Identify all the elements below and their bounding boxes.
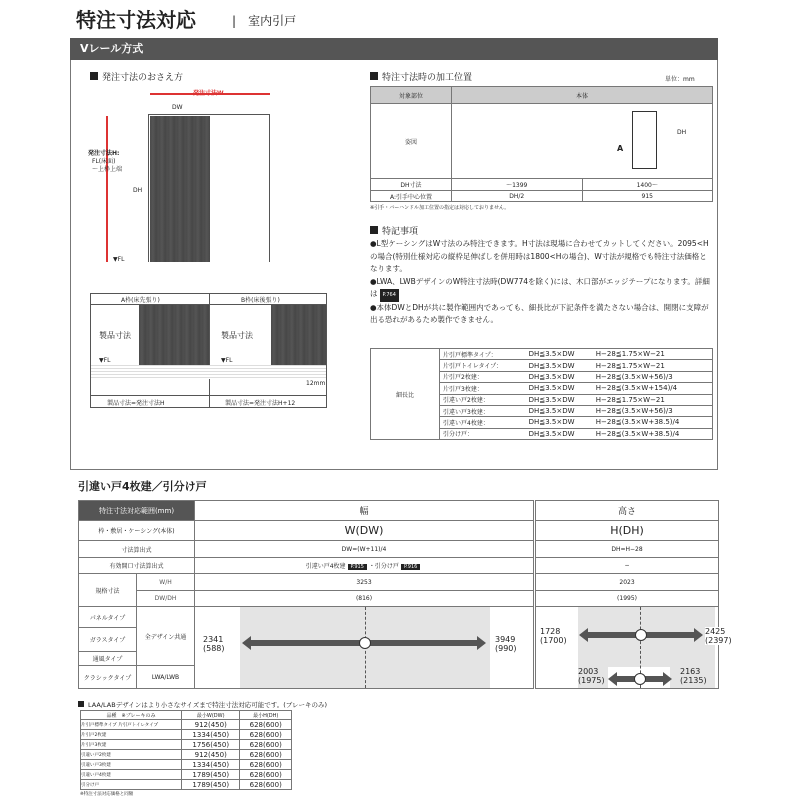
- ratio-cell: H−28≦1.75×W−21: [593, 360, 713, 371]
- order-h-line3: 〜上枠上端: [92, 166, 123, 173]
- small-row: [81, 740, 292, 750]
- small-head: 最小W(DW): [182, 711, 240, 720]
- small-cell: 1334(450): [182, 760, 240, 770]
- width-min: 2341 (588): [203, 635, 225, 653]
- ratio-cell: H−28≦(3.5×W+38.5)/4: [593, 417, 713, 428]
- classic-max: 2163 (2135): [680, 667, 707, 685]
- ratio-cell: H−28≦1.75×W−21: [593, 394, 713, 405]
- small-row: [81, 760, 292, 770]
- ref-915[interactable]: P.915: [348, 564, 367, 570]
- small-cell: 片引戸標準タイプ 片引戸トイレタイプ: [81, 720, 182, 730]
- col-target: 対象部位: [371, 87, 452, 104]
- ratio-cell: 片引戸3枚建：: [440, 383, 526, 394]
- width-head: 幅: [195, 501, 535, 521]
- ratio-cell: H−28≦(3.5×W+38.5)/4: [593, 428, 713, 439]
- ratio-cell: H−28≦(3.5×W+154)/4: [593, 383, 713, 394]
- small-head: 品種 ※ブレーキのみ: [81, 711, 182, 720]
- small-row: [81, 730, 292, 740]
- small-cell: 628(600): [240, 750, 292, 760]
- ratio-cell: DH≦3.5×DW: [526, 371, 593, 382]
- range-table: 特注寸法対応範囲(mm) 幅 高さ 枠・敷居・ケーシング(本体) W(DW) H(DH) 寸法算出式 DW=(W+11)/4 DH=H−28 有効開口寸法算出式 引違い戸4枚建 P.915 ・引分け戸 P.916 − 規格寸法 W/H 3253 2023 DW/DH (816) (1995) パネルタイプ 全デザイン共通 ガラスタイプ 通風タイプ クラシックタイプ LWA/LWB: [78, 500, 719, 689]
- small-cell: 628(600): [240, 720, 292, 730]
- order-h-label: 発注寸法H:: [88, 150, 120, 157]
- ref-link[interactable]: P.764: [380, 289, 399, 302]
- row-figure: 姿図: [371, 104, 452, 179]
- ratio-cell: 片引戸2枚建：: [440, 371, 526, 382]
- small-cell: 引違い戸4枚建: [81, 770, 182, 780]
- order-title: 発注寸法のおさえ方: [90, 70, 183, 83]
- ratio-cell: 引違い戸4枚建：: [440, 417, 526, 428]
- small-cell: 912(450): [182, 720, 240, 730]
- ratio-label: 細長比: [371, 349, 440, 440]
- small-cell: 912(450): [182, 750, 240, 760]
- fl-label: ▼FL: [113, 256, 125, 263]
- formula-a: 製品寸法=発注寸法H: [107, 400, 165, 407]
- order-h-line2: FL(床面): [92, 158, 116, 165]
- small-row: [81, 780, 292, 790]
- col-body: 本体: [452, 87, 713, 104]
- small-cell: 628(600): [240, 760, 292, 770]
- ratio-cell: 引違い戸3枚建：: [440, 405, 526, 416]
- small-cell: 628(600): [240, 770, 292, 780]
- notes-title: 特記事項: [370, 224, 418, 237]
- mm-label: 12mm: [306, 380, 326, 387]
- ratio-cell: DH≦3.5×DW: [526, 349, 593, 360]
- frame-a-label: A枠(床先張り): [121, 297, 160, 304]
- product-a: 製品寸法: [99, 331, 131, 340]
- separator: |: [232, 14, 237, 28]
- small-cell: 628(600): [240, 780, 292, 790]
- small-cell: 628(600): [240, 730, 292, 740]
- formula-b: 製品寸法=発注寸法H+12: [225, 400, 296, 407]
- fl-a: ▼FL: [99, 357, 111, 364]
- process-note: ※引手・バーハンドル加工位置の指定は対応しておりません。: [370, 205, 510, 211]
- small-row: [81, 770, 292, 780]
- ratio-cell: DH≦3.5×DW: [526, 383, 593, 394]
- small-row: [81, 750, 292, 760]
- subtitle-text: 室内引戸: [248, 14, 297, 28]
- small-row: [81, 720, 292, 730]
- ratio-cell: DH≦3.5×DW: [526, 360, 593, 371]
- frame-b-label: B枠(床後張り): [241, 297, 280, 304]
- door-figure: [632, 111, 657, 169]
- process-table: 対象部位 本体 姿図 DH A DH寸法 〜1399 1400〜 A:引手中心位置 DH/2 915: [370, 86, 713, 202]
- all-design-cell: 全デザイン共通: [137, 607, 195, 666]
- small-cell: 1789(450): [182, 770, 240, 780]
- note-item: ●L型ケーシングはW寸法のみ特注できます。H寸法は現場に合わせてカットしてください。2095<Hの場合(特別仕様対応の縦枠足伸ばしを併用時は1800<Hの場合)、W寸法が規格でも特注寸法価格となります。: [370, 239, 709, 273]
- door-panel: [150, 116, 210, 262]
- small-cell: 1756(450): [182, 740, 240, 750]
- small-table: [80, 710, 292, 790]
- ratio-row: [371, 349, 713, 360]
- height-range-arrow: [587, 632, 695, 638]
- range-head: 特注寸法対応範囲(mm): [79, 501, 195, 521]
- ratio-cell: H−28≦(3.5×W+56)/3: [593, 405, 713, 416]
- process-title: 特注寸法時の加工位置: [370, 70, 472, 83]
- small-cell: 628(600): [240, 740, 292, 750]
- small-note: ※特注寸法対応価格と同額: [80, 792, 134, 797]
- fl-b: ▼FL: [221, 357, 233, 364]
- height-head: 高さ: [535, 501, 719, 521]
- page-title: 特注寸法対応: [76, 8, 196, 32]
- width-range-arrow: [250, 640, 478, 646]
- section2-title: 引違い戸4枚建／引分け戸: [78, 480, 207, 493]
- section-bar: Vレール方式: [70, 38, 718, 60]
- notes-list: [370, 238, 710, 327]
- small-cell: 引違い戸2枚建: [81, 750, 182, 760]
- ref-916[interactable]: P.916: [401, 564, 420, 570]
- classic-range-arrow: [616, 676, 664, 682]
- ratio-cell: 片引戸トイレタイプ：: [440, 360, 526, 371]
- ratio-cell: DH≦3.5×DW: [526, 428, 593, 439]
- ratio-cell: 引分け戸：: [440, 428, 526, 439]
- ratio-cell: H−28≦(3.5×W+56)/3: [593, 371, 713, 382]
- page-subtitle: [232, 12, 296, 29]
- note-item: ●LWA、LWBデザインのW特注寸法時(DW774を除く)には、木口部がエッジテープになります。詳細は P.764: [370, 276, 710, 302]
- ratio-cell: DH≦3.5×DW: [526, 405, 593, 416]
- ratio-cell: DH≦3.5×DW: [526, 394, 593, 405]
- ratio-cell: H−28≦1.75×W−21: [593, 349, 713, 360]
- product-b: 製品寸法: [221, 331, 253, 340]
- ratio-table: [370, 348, 713, 440]
- width-max: 3949 (990): [495, 635, 517, 653]
- small-cell: 引分け戸: [81, 780, 182, 790]
- ratio-cell: DH≦3.5×DW: [526, 417, 593, 428]
- height-arrow: [106, 116, 108, 262]
- lwa-cell: LWA/LWB: [137, 666, 195, 689]
- unit-label: 単位：mm: [665, 76, 695, 83]
- small-cell: 1334(450): [182, 730, 240, 740]
- figure-cell: DH A: [452, 104, 713, 179]
- dh-label: DH: [133, 187, 143, 194]
- note-item: ●本体DWとDHが共に製作範囲内であっても、細長比が下記条件を満たさない場合は、開閉に支障が出る恐れがあるため製作できません。: [370, 302, 709, 324]
- height-min: 1728 (1700): [540, 627, 567, 645]
- order-w-label: 発注寸法W: [193, 90, 224, 97]
- frame-compare: [90, 293, 327, 408]
- classic-min: 2003 (1975): [578, 667, 605, 685]
- small-head: 最小H(DH): [240, 711, 292, 720]
- small-cell: 片引戸2枚建: [81, 730, 182, 740]
- ratio-cell: 片引戸標準タイプ：: [440, 349, 526, 360]
- dw-label: DW: [172, 104, 183, 111]
- small-title: LAA/LABデザインはより小さなサイズまで特注寸法対応可能です。(ブレーキのみ): [78, 700, 327, 709]
- small-cell: 片引戸3枚建: [81, 740, 182, 750]
- height-max: 2425 (2397): [705, 627, 732, 645]
- small-head-row: [81, 711, 292, 720]
- small-cell: 引違い戸3枚建: [81, 760, 182, 770]
- ratio-cell: 引違い戸2枚建：: [440, 394, 526, 405]
- small-cell: 1789(450): [182, 780, 240, 790]
